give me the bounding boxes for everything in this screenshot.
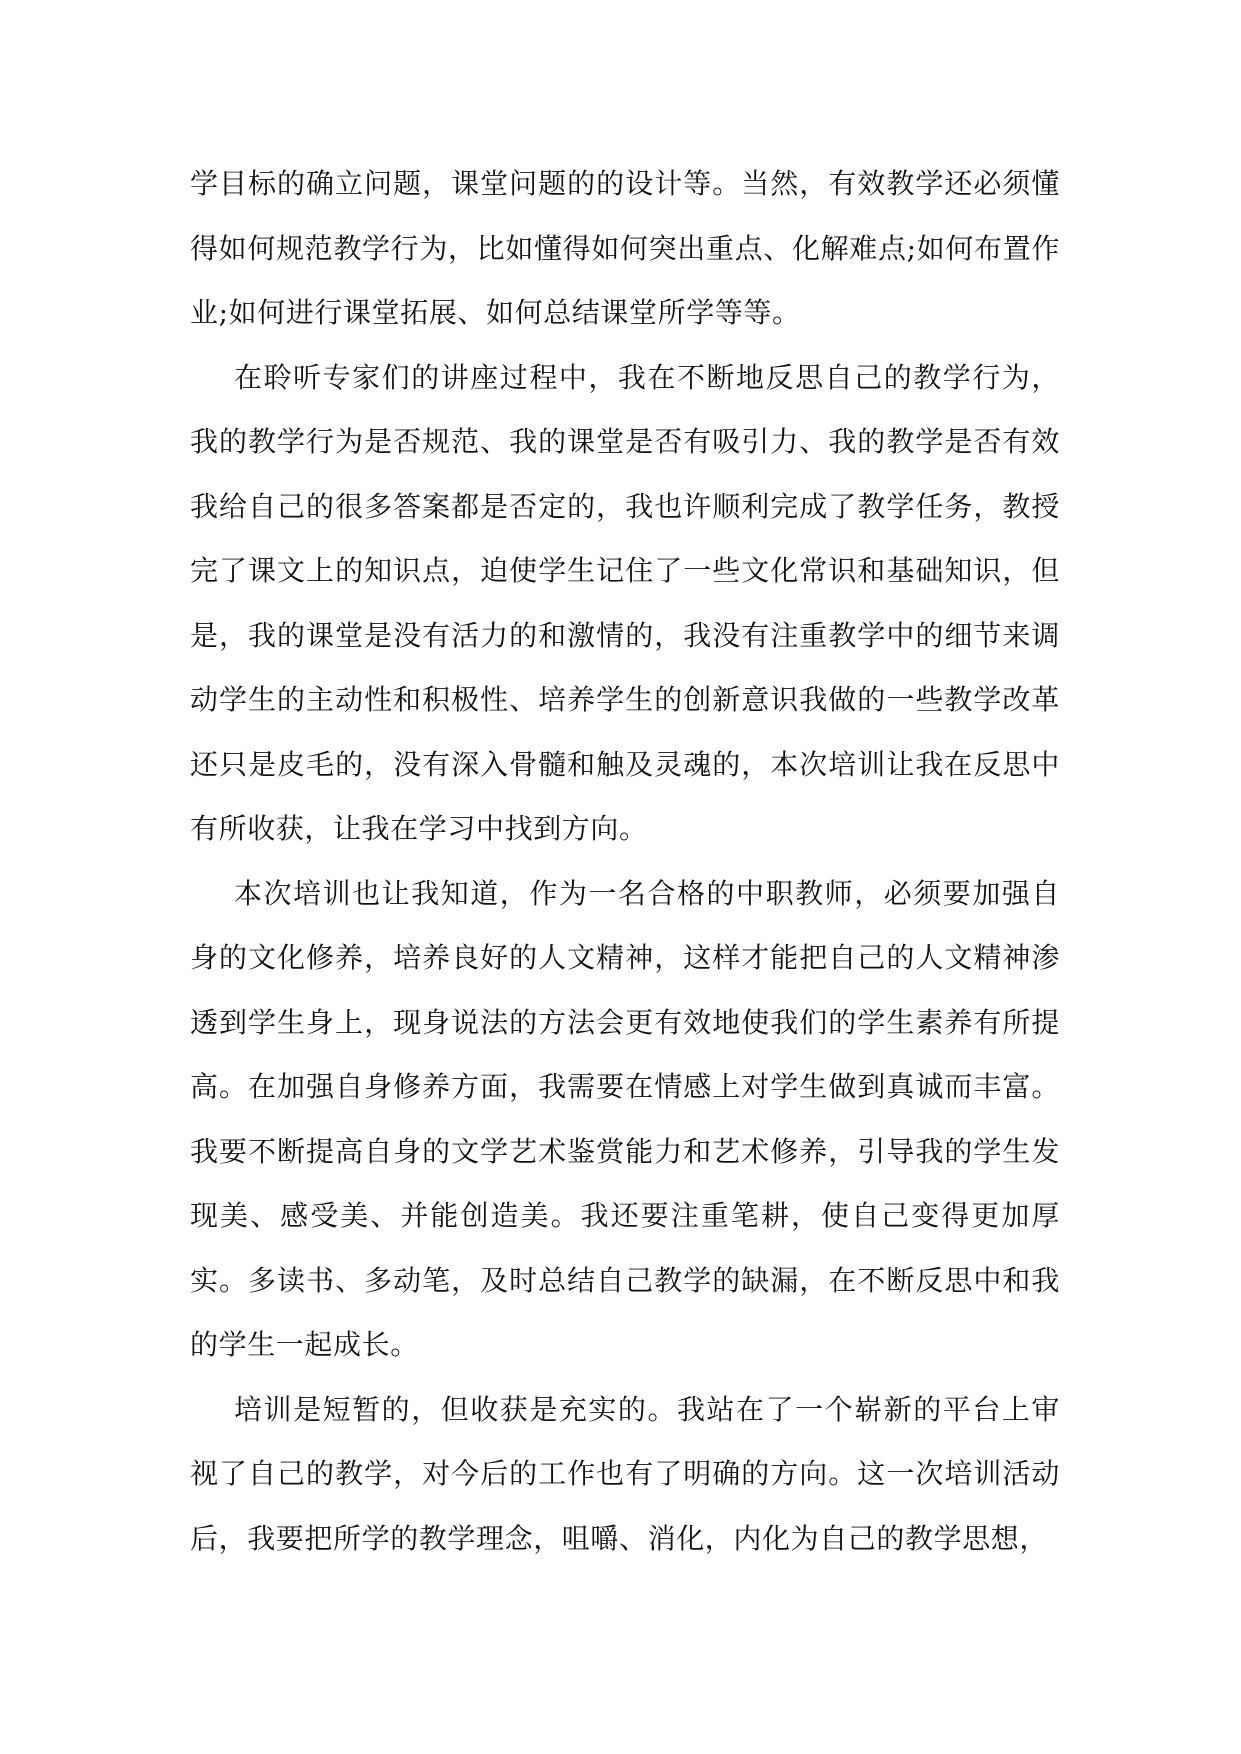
paragraph-1: 学目标的确立问题，课堂问题的的设计等。当然，有效教学还必须懂得如何规范教学行为，比如懂得如何突出重点、化解难点;如何布置作业;如何进行课堂拓展、如何总结课堂所学等等。 [190,167,1060,329]
document-body [190,152,1060,1571]
paragraph-4: 培训是短暂的，但收获是充实的。我站在了一个崭新的平台上审视了自己的教学，对今后的工作也有了明确的方向。这一次培训活动后，我要把所学的教学理念，咀嚼、消化，内化为自己的教学思想， [190,1392,1060,1555]
paragraph-2: 在聆听专家们的讲座过程中，我在不断地反思自己的教学行为，我的教学行为是否规范、我的课堂是否有吸引力、我的教学是否有效我给自己的很多答案都是否定的，我也许顺利完成了教学任务，教授完了课文上的知识点，迫使学生记住了一些文化常识和基础知识，但是，我的课堂是没有活力的和激情的，我没有注重教学中的细节来调动学生的主动性和积极性、培养学生的创新意识我做的一些教学改革还只是皮毛的，没有深入骨髓和触及灵魂的，本次培训让我在反思中有所收获，让我在学习中找到方向。 [190,360,1060,845]
paragraph-3: 本次培训也让我知道，作为一名合格的中职教师，必须要加强自身的文化修养，培养良好的人文精神，这样才能把自己的人文精神渗透到学生身上，现身说法的方法会更有效地使我们的学生素养有所提高。在加强自身修养方面，我需要在情感上对学生做到真诚而丰富。我要不断提高自身的文学艺术鉴赏能力和艺术修养，引导我的学生发现美、感受美、并能创造美。我还要注重笔耕，使自己变得更加厚实。多读书、多动笔，及时总结自己教学的缺漏，在不断反思中和我的学生一起成长。 [190,876,1060,1361]
